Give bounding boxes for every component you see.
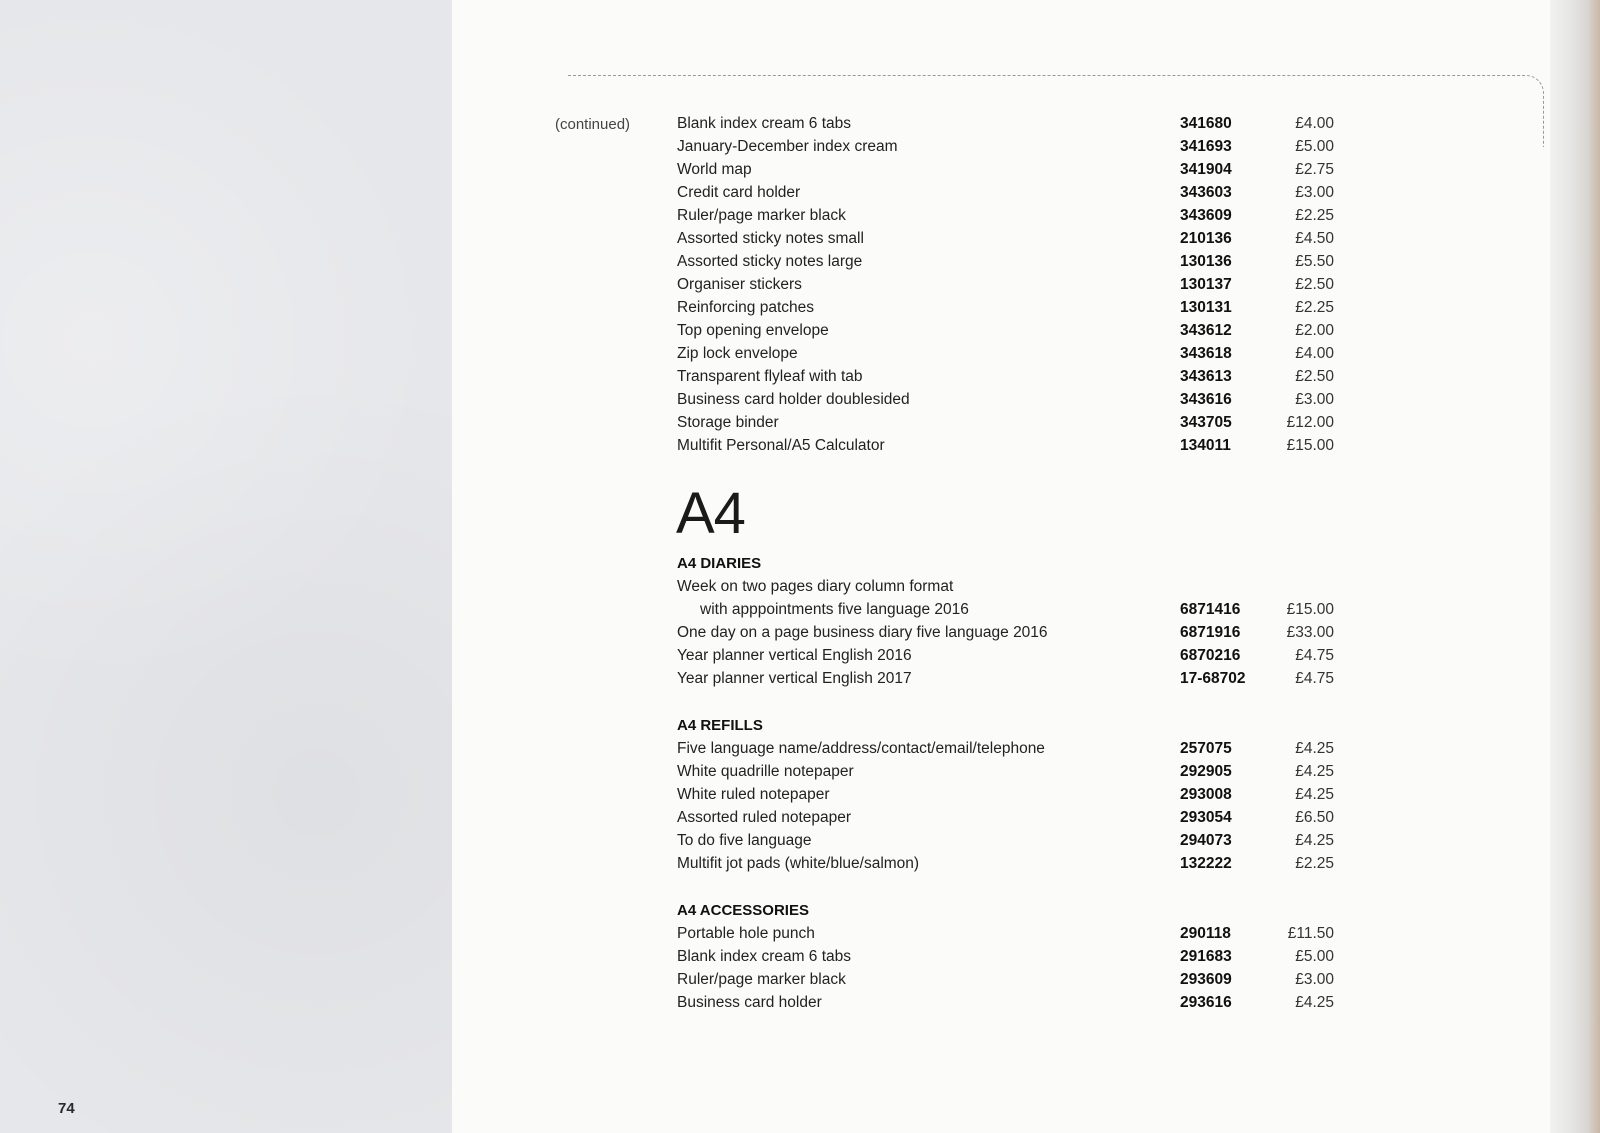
item-price: £4.25 — [1295, 740, 1334, 757]
a4-heading: A4 — [676, 481, 745, 546]
list-item — [0, 434, 1600, 457]
list-item — [0, 227, 1600, 250]
list-item — [0, 991, 1600, 1014]
list-item — [0, 250, 1600, 273]
item-price: £15.00 — [1286, 601, 1334, 618]
item-code: 343618 — [1180, 345, 1232, 362]
item-price: £5.50 — [1295, 253, 1334, 270]
item-code: 293616 — [1180, 994, 1232, 1011]
list-item — [0, 342, 1600, 365]
list-item — [0, 945, 1600, 968]
item-description: January-December index cream — [677, 138, 898, 155]
list-item — [0, 296, 1600, 319]
list-item — [0, 968, 1600, 991]
item-description: Assorted sticky notes large — [677, 253, 863, 270]
item-code: 341693 — [1180, 138, 1232, 155]
item-price: £3.00 — [1295, 971, 1334, 988]
section-title-a4-accessories: A4 ACCESSORIES — [677, 902, 809, 919]
item-price: £4.25 — [1295, 786, 1334, 803]
item-description: Credit card holder — [677, 184, 801, 201]
item-price: £4.00 — [1295, 345, 1334, 362]
item-code: 6871916 — [1180, 624, 1241, 641]
item-code: 293609 — [1180, 971, 1232, 988]
item-description: Year planner vertical English 2016 — [677, 647, 912, 664]
item-description: To do five language — [677, 832, 812, 849]
item-code: 343613 — [1180, 368, 1232, 385]
item-price: £6.50 — [1295, 809, 1334, 826]
item-description: Blank index cream 6 tabs — [677, 115, 852, 132]
list-item — [0, 621, 1600, 644]
item-code: 341680 — [1180, 115, 1232, 132]
list-item — [0, 829, 1600, 852]
item-description: Multifit jot pads (white/blue/salmon) — [677, 855, 920, 872]
item-description: Top opening envelope — [677, 322, 829, 339]
item-code: 292905 — [1180, 763, 1232, 780]
item-code: 341904 — [1180, 161, 1232, 178]
item-description: World map — [677, 161, 752, 178]
continued-label: (continued) — [555, 116, 631, 133]
list-item — [0, 181, 1600, 204]
list-item — [0, 204, 1600, 227]
item-code: 293054 — [1180, 809, 1232, 826]
section-title-a4-diaries: A4 DIARIES — [677, 555, 762, 572]
item-code: 257075 — [1180, 740, 1232, 757]
item-code: 290118 — [1180, 925, 1231, 942]
item-price: £2.50 — [1295, 368, 1334, 385]
item-price: £3.00 — [1295, 391, 1334, 408]
item-description: One day on a page business diary five language 2016 — [677, 624, 1048, 641]
item-code: 130131 — [1180, 299, 1232, 316]
item-description: Assorted sticky notes small — [677, 230, 864, 247]
item-description: Multifit Personal/A5 Calculator — [677, 437, 885, 454]
list-item — [0, 388, 1600, 411]
item-code: 343609 — [1180, 207, 1232, 224]
list-item — [0, 112, 1600, 135]
item-price: £2.75 — [1295, 161, 1334, 178]
item-price: £3.00 — [1295, 184, 1334, 201]
item-price: £2.25 — [1295, 855, 1334, 872]
list-item — [0, 411, 1600, 434]
item-description: Week on two pages diary column format — [677, 578, 954, 595]
item-description: Ruler/page marker black — [677, 207, 846, 224]
list-item — [0, 158, 1600, 181]
item-description: Business card holder — [677, 994, 822, 1011]
item-description: Blank index cream 6 tabs — [677, 948, 852, 965]
item-code: 210136 — [1180, 230, 1232, 247]
item-code: 291683 — [1180, 948, 1232, 965]
item-code: 17-68702 — [1180, 670, 1246, 687]
item-description: Portable hole punch — [677, 925, 815, 942]
item-price: £2.25 — [1295, 299, 1334, 316]
item-description: Year planner vertical English 2017 — [677, 670, 912, 687]
item-code: 134011 — [1180, 437, 1231, 454]
list-item — [0, 644, 1600, 667]
item-price: £4.25 — [1295, 994, 1334, 1011]
item-price: £15.00 — [1286, 437, 1334, 454]
item-description: Storage binder — [677, 414, 779, 431]
item-description: with apppointments five language 2016 — [700, 601, 969, 618]
item-price: £4.25 — [1295, 832, 1334, 849]
section-title-a4-refills: A4 REFILLS — [677, 717, 763, 734]
list-item — [0, 135, 1600, 158]
item-description: Ruler/page marker black — [677, 971, 846, 988]
list-item — [0, 852, 1600, 875]
item-description: Assorted ruled notepaper — [677, 809, 852, 826]
list-item — [0, 575, 1600, 598]
item-price: £33.00 — [1286, 624, 1334, 641]
item-description: Five language name/address/contact/email/telephone — [677, 740, 1045, 757]
item-code: 294073 — [1180, 832, 1232, 849]
list-item — [0, 783, 1600, 806]
list-item — [0, 319, 1600, 342]
item-description: Reinforcing patches — [677, 299, 814, 316]
item-code: 343616 — [1180, 391, 1232, 408]
item-code: 130136 — [1180, 253, 1232, 270]
item-price: £4.50 — [1295, 230, 1334, 247]
item-price: £5.00 — [1295, 948, 1334, 965]
list-item — [0, 598, 1600, 621]
list-item — [0, 667, 1600, 690]
item-description: White ruled notepaper — [677, 786, 830, 803]
item-description: Organiser stickers — [677, 276, 802, 293]
item-code: 6870216 — [1180, 647, 1241, 664]
item-code: 343612 — [1180, 322, 1232, 339]
item-price: £4.25 — [1295, 763, 1334, 780]
item-price: £11.50 — [1287, 925, 1334, 942]
item-price: £2.25 — [1295, 207, 1334, 224]
item-code: 130137 — [1180, 276, 1232, 293]
item-description: Business card holder doublesided — [677, 391, 910, 408]
item-code: 343705 — [1180, 414, 1232, 431]
item-code: 6871416 — [1180, 601, 1241, 618]
item-description: Zip lock envelope — [677, 345, 798, 362]
item-code: 293008 — [1180, 786, 1232, 803]
item-price: £4.00 — [1295, 115, 1334, 132]
list-item — [0, 365, 1600, 388]
item-price: £2.00 — [1295, 322, 1334, 339]
item-price: £12.00 — [1286, 414, 1334, 431]
item-description: White quadrille notepaper — [677, 763, 854, 780]
item-price: £4.75 — [1295, 647, 1334, 664]
page-number: 74 — [58, 1100, 75, 1117]
item-price: £2.50 — [1295, 276, 1334, 293]
item-description: Transparent flyleaf with tab — [677, 368, 863, 385]
item-code: 132222 — [1180, 855, 1232, 872]
list-item — [0, 806, 1600, 829]
list-item — [0, 737, 1600, 760]
item-price: £4.75 — [1295, 670, 1334, 687]
list-item — [0, 760, 1600, 783]
list-item — [0, 922, 1600, 945]
item-price: £5.00 — [1295, 138, 1334, 155]
list-item — [0, 273, 1600, 296]
item-code: 343603 — [1180, 184, 1232, 201]
